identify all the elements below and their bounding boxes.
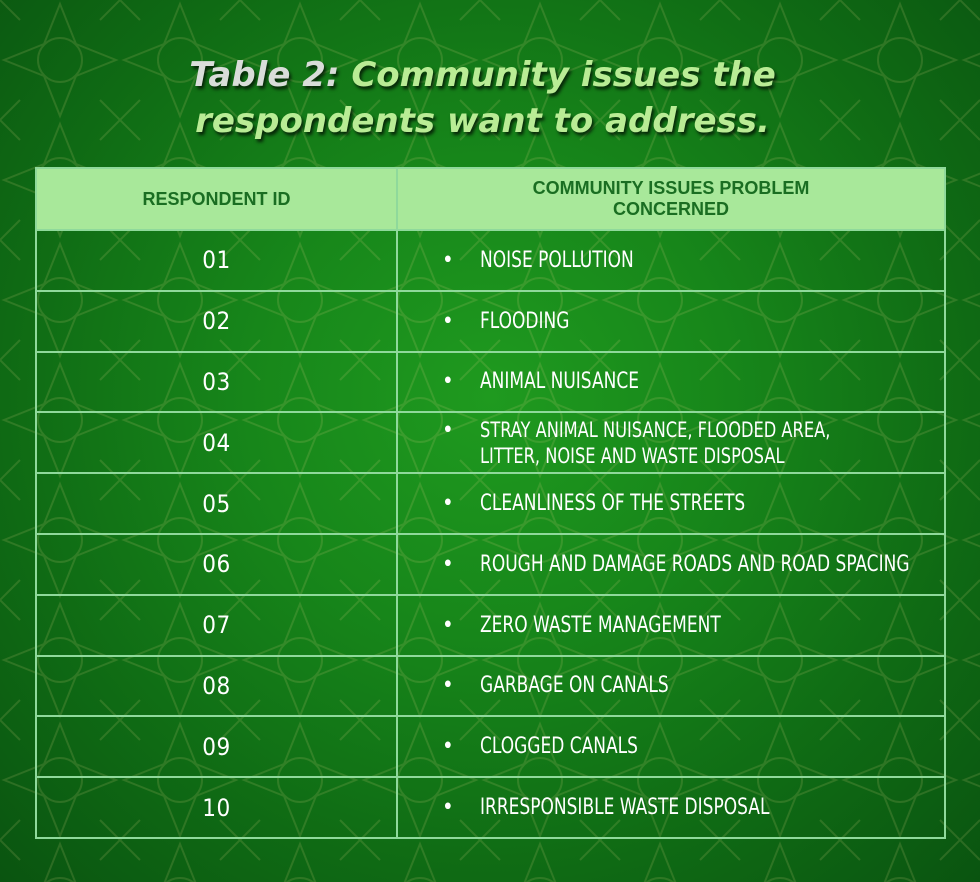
bullet-icon: • xyxy=(442,673,454,699)
respondent-id-cell: 10 xyxy=(36,777,397,838)
issues-table xyxy=(35,167,946,839)
title-line2: respondents want to address. xyxy=(195,101,770,141)
issue-cell xyxy=(397,412,945,473)
issue-cell xyxy=(397,473,945,534)
issue-text: NOISE POLLUTION xyxy=(480,247,634,273)
issue-cell xyxy=(397,230,945,291)
header-respondent-id: RESPONDENT ID xyxy=(36,168,397,230)
table-row xyxy=(36,777,945,838)
issue-cell xyxy=(397,716,945,777)
header-row xyxy=(36,168,945,230)
issue-cell xyxy=(397,534,945,595)
respondent-id-cell: 08 xyxy=(36,656,397,717)
issue-text: FLOODING xyxy=(480,308,570,334)
bullet-icon: • xyxy=(442,247,454,273)
issue-cell xyxy=(397,595,945,656)
title-prefix: Table 2: xyxy=(189,55,340,95)
table-row xyxy=(36,352,945,413)
bullet-icon: • xyxy=(442,551,454,577)
issue-cell xyxy=(397,352,945,413)
issue-text: STRAY ANIMAL NUISANCE, FLOODED AREA, LITTER, NOISE AND WASTE DISPOSAL xyxy=(480,417,831,468)
respondent-id-cell: 04 xyxy=(36,412,397,473)
issue-text: ROUGH AND DAMAGE ROADS AND ROAD SPACING xyxy=(480,551,910,577)
issue-cell xyxy=(397,291,945,352)
issue-text: ZERO WASTE MANAGEMENT xyxy=(480,612,721,638)
table-row xyxy=(36,595,945,656)
respondent-id-cell: 07 xyxy=(36,595,397,656)
table-row xyxy=(36,473,945,534)
bullet-icon: • xyxy=(442,734,454,760)
respondent-id-cell: 02 xyxy=(36,291,397,352)
respondent-id-cell: 09 xyxy=(36,716,397,777)
issue-text: CLEANLINESS OF THE STREETS xyxy=(480,491,746,517)
bullet-icon: • xyxy=(442,417,454,443)
issue-text: CLOGGED CANALS xyxy=(480,734,638,760)
table-row xyxy=(36,230,945,291)
table-title xyxy=(0,52,965,144)
bullet-icon: • xyxy=(442,795,454,821)
table-row xyxy=(36,412,945,473)
respondent-id-cell: 01 xyxy=(36,230,397,291)
issue-text: IRRESPONSIBLE WASTE DISPOSAL xyxy=(480,795,770,821)
table-row xyxy=(36,291,945,352)
bullet-icon: • xyxy=(442,369,454,395)
issue-text: GARBAGE ON CANALS xyxy=(480,673,669,699)
bullet-icon: • xyxy=(442,491,454,517)
header-community-issues: COMMUNITY ISSUES PROBLEM CONCERNED xyxy=(397,168,945,230)
respondent-id-cell: 06 xyxy=(36,534,397,595)
title-line1: Community issues the xyxy=(351,55,776,95)
respondent-id-cell: 03 xyxy=(36,352,397,413)
bullet-icon: • xyxy=(442,308,454,334)
issue-cell xyxy=(397,656,945,717)
bullet-icon: • xyxy=(442,612,454,638)
issue-text: ANIMAL NUISANCE xyxy=(480,369,639,395)
table-row xyxy=(36,716,945,777)
issue-cell xyxy=(397,777,945,838)
table-row xyxy=(36,534,945,595)
respondent-id-cell: 05 xyxy=(36,473,397,534)
table-row xyxy=(36,656,945,717)
